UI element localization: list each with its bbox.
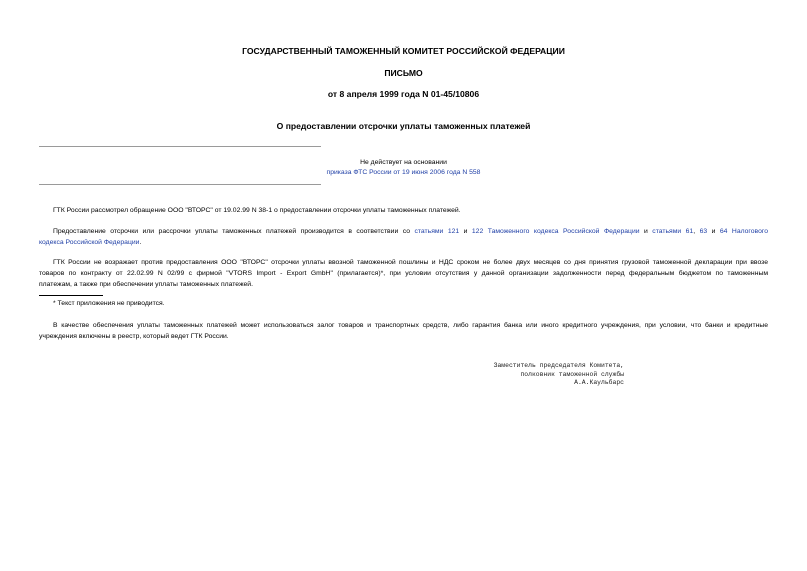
status-note: Не действует на основании <box>360 159 447 166</box>
paragraph-1-text: ГТК России рассмотрел обращение ООО "ВТОРС" от 19.02.99 N 38-1 о предоставлении отсрочки уплаты таможенных платежей. <box>53 207 461 214</box>
link-tax-code-art-64[interactable]: 64 Налогового <box>719 228 768 235</box>
document-date-number: от 8 апреля 1999 года N 01-45/10806 <box>327 89 480 99</box>
signature-position: Заместитель председателя Комитета, <box>493 362 624 369</box>
paragraph-2 <box>39 226 768 248</box>
link-customs-code-art-121[interactable]: статьями 121 <box>414 228 460 235</box>
signature-name: А.А.Каульбарс <box>574 379 624 386</box>
footnote: * Текст приложения не приводится. <box>53 300 165 307</box>
link-customs-code-art-122[interactable]: 122 Таможенного кодекса Российской Федерации <box>471 228 640 235</box>
paragraph-3-line-3: платежам, а также при обеспечении уплаты таможенных платежей. <box>39 281 253 288</box>
paragraph-3 <box>39 257 768 290</box>
status-divider-top <box>39 146 321 147</box>
paragraph-3-line-2: товаров по контракту от 22.02.99 N 02/99 с фирмой "VTORS Import - Export GmbH" (прилагается)*, при условии отсутствия у данной организации задолженности перед федеральным бюджетом по таможенным <box>39 270 768 277</box>
p2-text-6: . <box>139 239 142 246</box>
p2-text-3: и <box>639 228 653 235</box>
document-subject: О предоставлении отсрочки уплаты таможенных платежей <box>276 121 531 131</box>
paragraph-2-line-1 <box>39 226 768 237</box>
repeal-order-link[interactable]: приказа ФТС России от 19 июня 2006 года N 558 <box>326 169 481 176</box>
paragraph-1 <box>39 205 768 216</box>
footnote-divider <box>39 295 103 296</box>
paragraph-3-line-1: ГТК России не возражает против предоставления ООО "ВТОРС" отсрочки уплаты ввозной таможенной пошлины и НДС сроком не более двух месяцев со дня принятия грузовой таможенной декларации при ввозе <box>53 259 768 266</box>
status-note-link-row <box>0 168 807 177</box>
signature-rank: полковник таможенной службы <box>520 370 624 378</box>
link-tax-code-art-63[interactable]: 63 <box>699 228 708 235</box>
paragraph-4 <box>39 320 768 342</box>
p2-text-1: Предоставление отсрочки или рассрочки уплаты таможенных платежей производится в соответствии со <box>53 228 415 235</box>
status-divider-bottom <box>39 184 321 185</box>
paragraph-2-line-2 <box>39 237 768 248</box>
paragraph-4-line-1: В качестве обеспечения уплаты таможенных платежей может использоваться залог товаров и транспортных средств, либо гарантия банка или иного кредитного учреждения, при условии, что банки и кредитные <box>53 322 768 329</box>
paragraph-4-line-2: учреждения включены в реестр, который ведет ГТК России. <box>39 333 229 340</box>
issuing-organization: ГОСУДАРСТВЕННЫЙ ТАМОЖЕННЫЙ КОМИТЕТ РОССИЙСКОЙ ФЕДЕРАЦИИ <box>242 46 565 56</box>
p2-text-2: и <box>459 228 472 235</box>
link-tax-code-art-61[interactable]: статьями 61 <box>652 228 694 235</box>
p2-text-5: и <box>707 228 720 235</box>
signature-block <box>450 362 624 388</box>
link-tax-code[interactable]: кодекса Российской Федерации <box>39 239 140 246</box>
document-type: ПИСЬМО <box>384 68 423 78</box>
p2-text-4: , <box>693 228 700 235</box>
